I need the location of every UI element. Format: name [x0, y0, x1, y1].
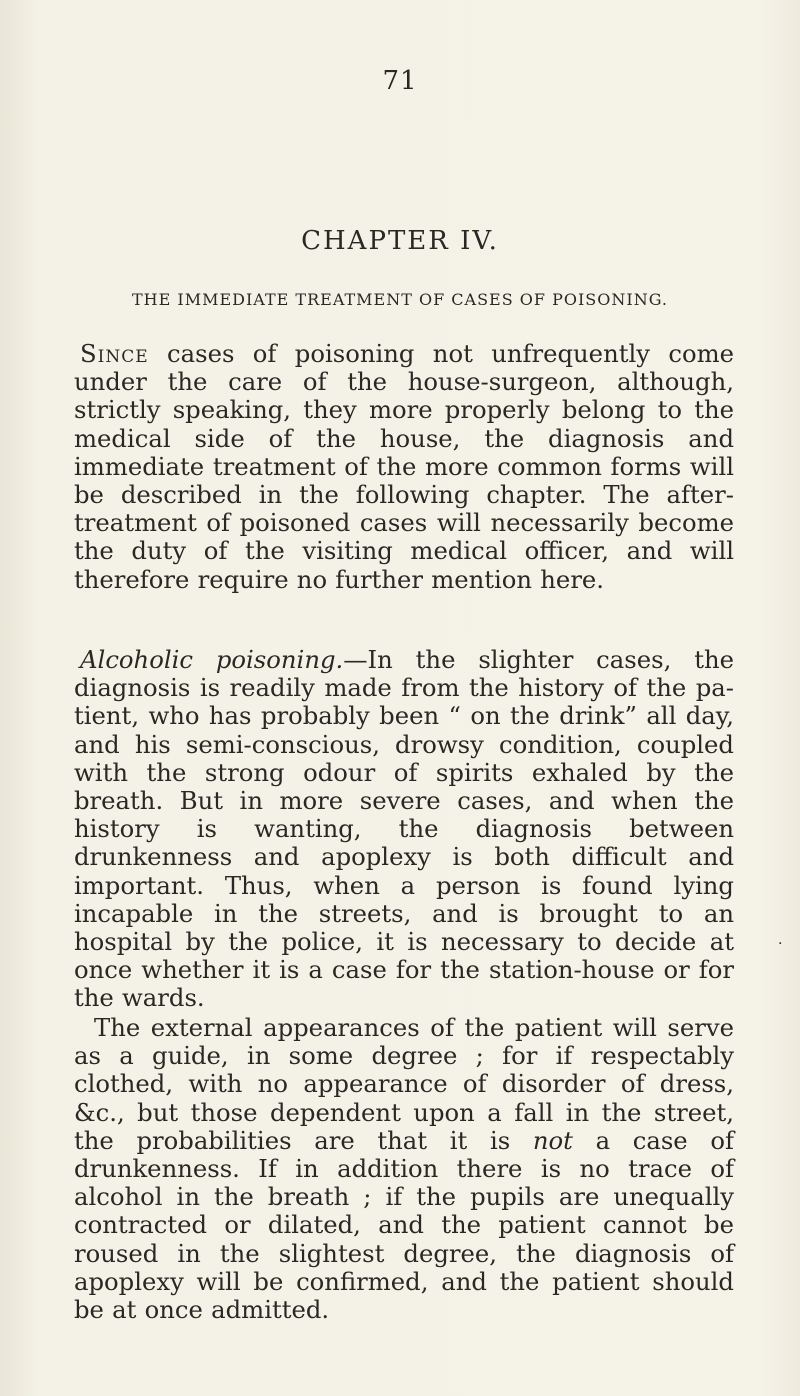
paragraph-external-appearances — [74, 1014, 734, 1324]
margin-mark: . — [778, 932, 783, 948]
paragraph-alcoholic-poisoning — [74, 646, 734, 1013]
paragraph-intro-text: cases of poisoning not unfrequently come under the care of the house-surgeon, although, strictly speaking, they more properly belong to the medical side of the house, the diagnosis and immediate treatment of the more common forms will be described in the following chapter. The after-treatment of poisoned cases will necessarily become the duty of the visiting medical officer, and will therefore require no further mention here. — [74, 339, 734, 594]
page-number: 71 — [382, 66, 418, 96]
paragraph-lead-word: Since — [80, 339, 149, 368]
paragraph-external-text-after: a case of drunkenness. If in addition there is no trace of alcohol in the breath ; if the pupils are unequally contracted or dilated, and the patient cannot be roused in the slightest degree, the diagnosis of apoplexy will be confirmed, and the patient should be at once admitted. — [74, 1125, 734, 1325]
paragraph-alcoholic-text: —In the slighter cases, the diagnosis is readily made from the history of the patient, who has probably been “ on the drink” all day, and his semi-conscious, drowsy condition, coupled with the strong odour of spirits exhaled by the breath. But in more severe cases, and when the history is wanting, the diagnosis between drunkenness and apoplexy is both difficult and important. Thus, when a person is found lying incapable in the streets, and is brought to an hospital by the police, it is necessary to decide at once whether it is a case for the station-house or for the wards. — [74, 645, 734, 1013]
chapter-subtitle: THE IMMEDIATE TREATMENT OF CASES OF POISONING. — [132, 290, 668, 309]
paragraph-intro — [74, 340, 734, 594]
section-heading-alcoholic-poisoning: Alcoholic poisoning. — [80, 645, 344, 674]
chapter-title: CHAPTER IV. — [301, 226, 499, 256]
emphasis-not: not — [532, 1125, 573, 1155]
paragraph-external-text-before: The external appearances of the patient will serve as a guide, in some degree ; for if respectably clothed, with no appearance of disorder of dress, &c., but those dependent upon a fall in the street, the probabilities are that it is — [74, 1013, 734, 1155]
